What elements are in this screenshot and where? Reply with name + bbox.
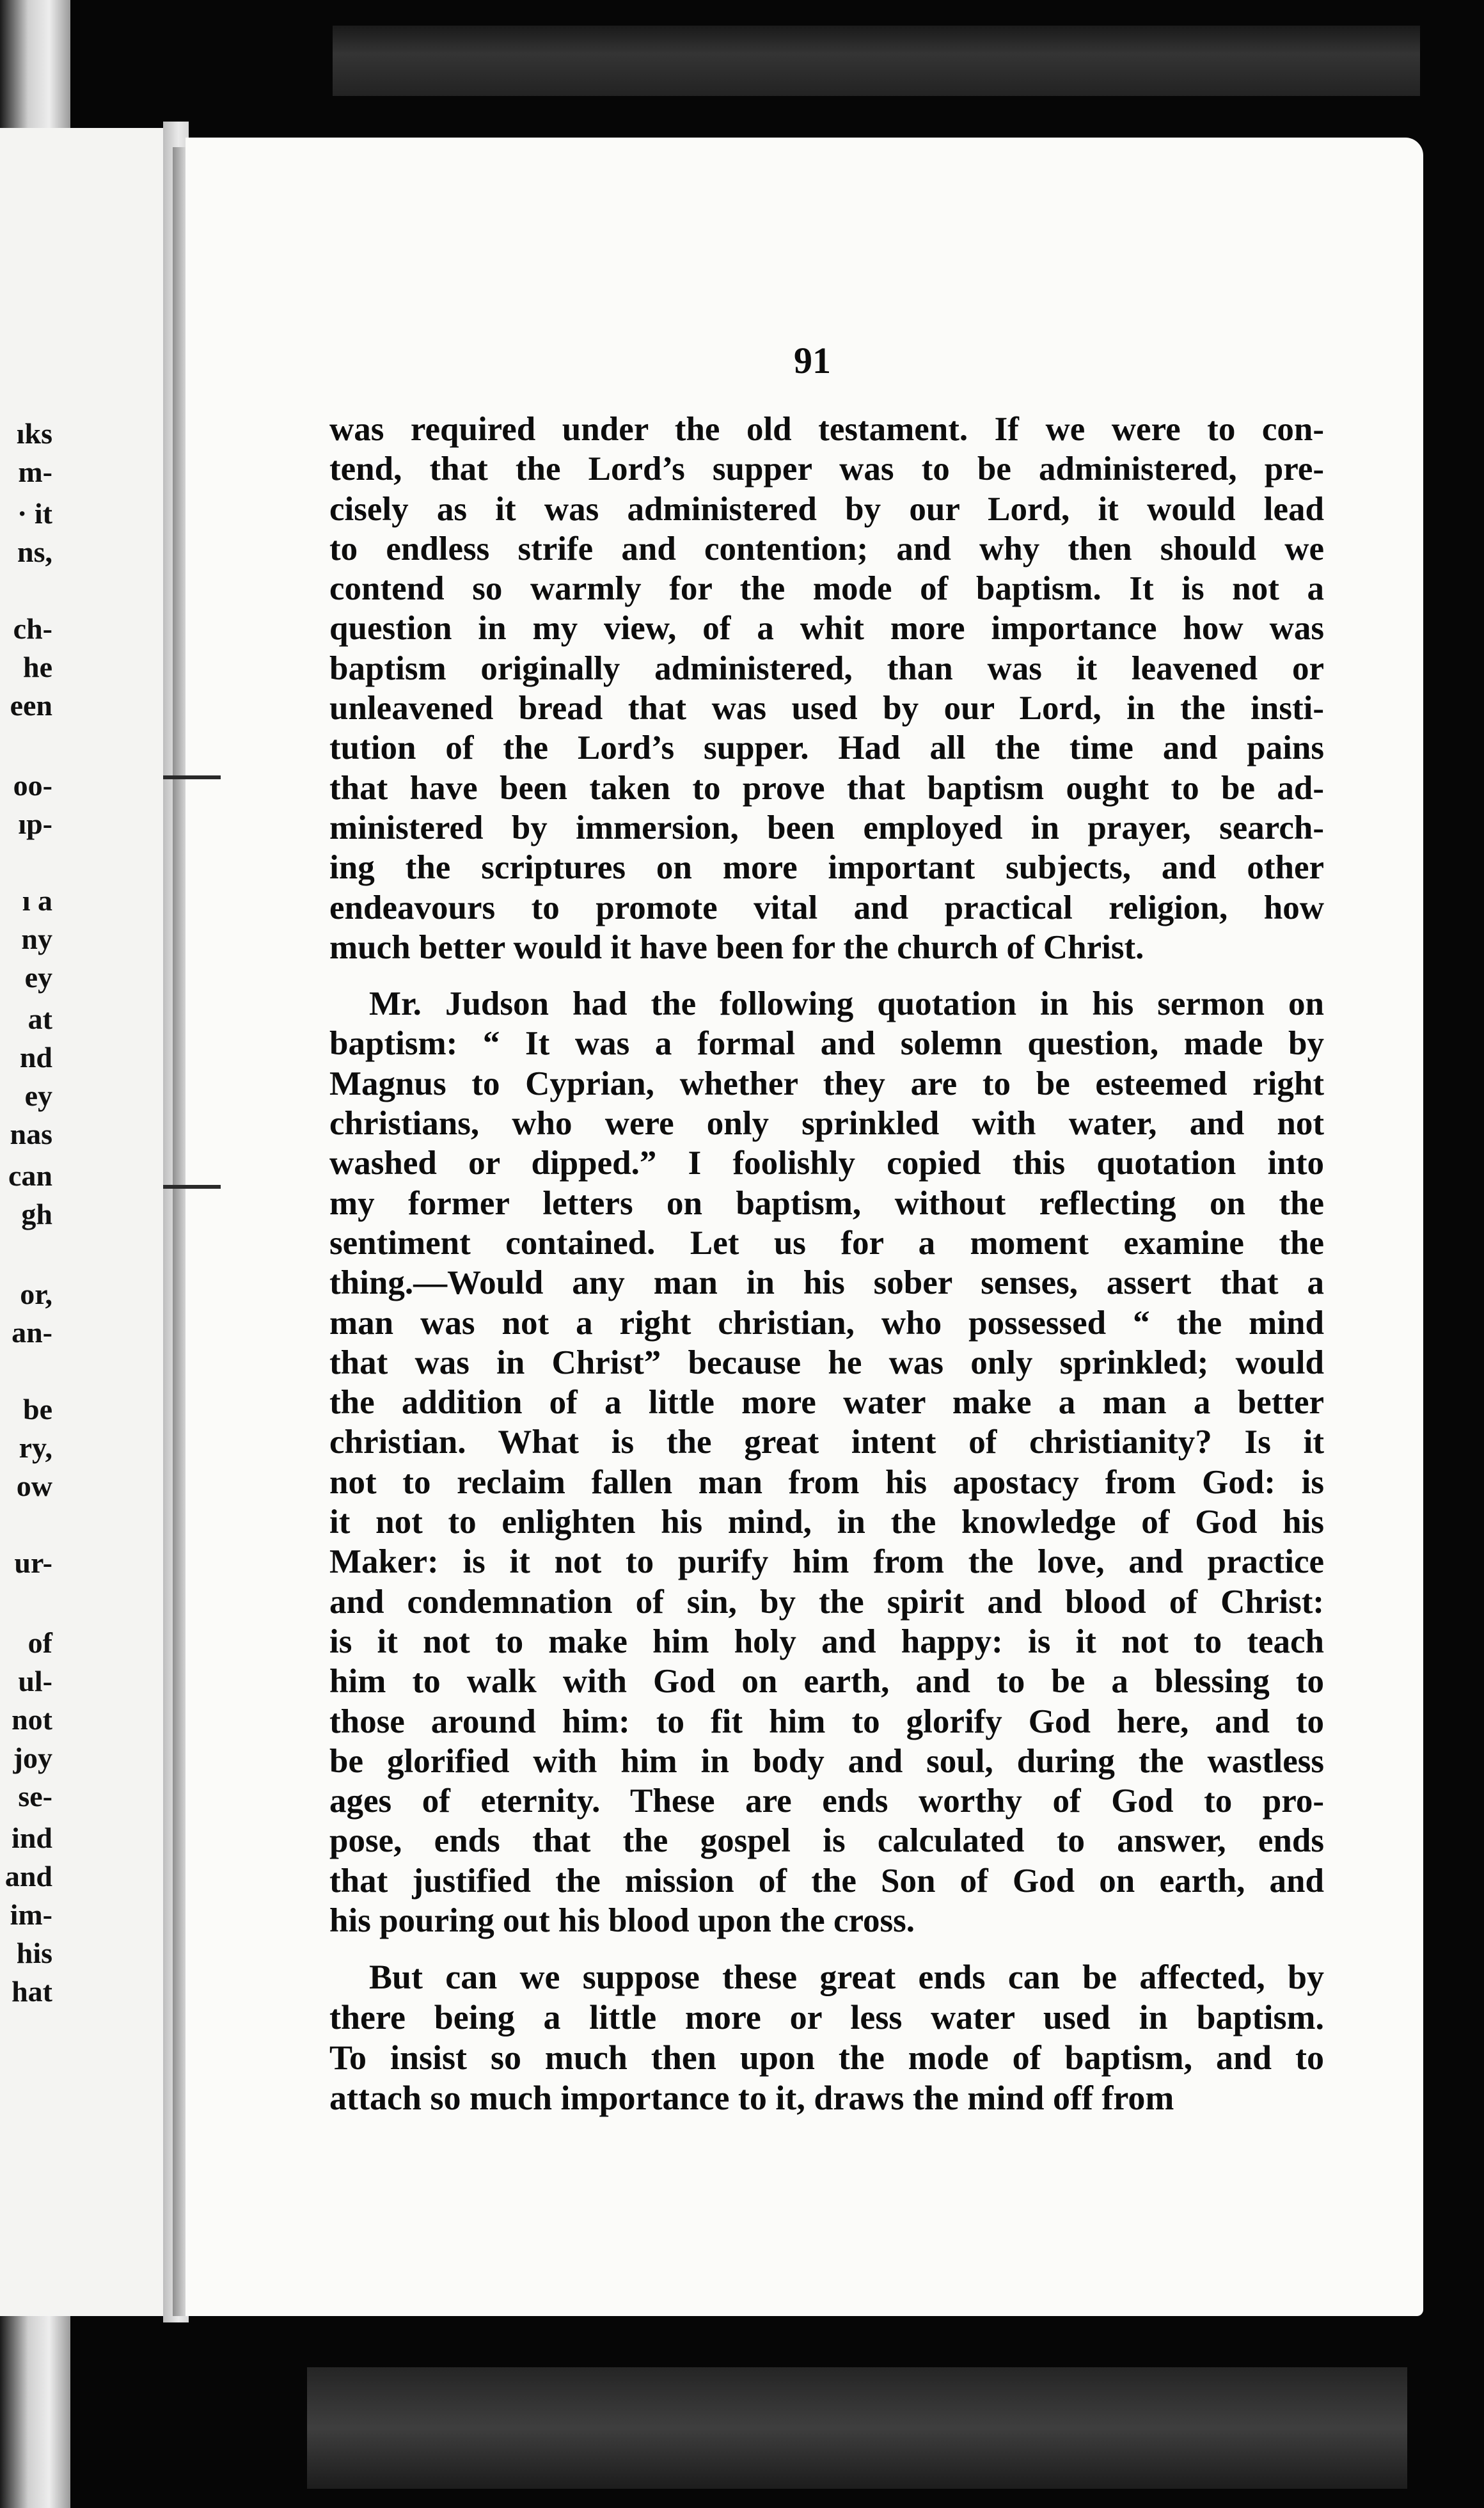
text-line: ministered by immersion, been employed in prayer, search- [329,809,1324,846]
text-line: endeavours to promote vital and practical religion, how [329,889,1324,926]
text-line: christian. What is the great intent of christianity? Is it [329,1424,1324,1461]
left-page-fragment: ıp- [18,807,52,840]
left-page-fragment: or, [20,1278,52,1310]
left-page-fragment: ind [12,1821,52,1854]
left-page-fragment: ry, [19,1431,52,1464]
text-line: ages of eternity. These are ends worthy of God to pro- [329,1782,1324,1820]
previous-page-edge [0,128,166,2316]
text-line: cisely as it was administered by our Lord, it would lead [329,490,1324,528]
text-line: there being a little more or less water used in baptism. [329,1998,1324,2037]
text-line: not to reclaim fallen man from his apostacy from God: is [329,1463,1324,1501]
text-line: him to walk with God on earth, and to be a blessing to [329,1663,1324,1701]
paragraph-3 [329,1957,1324,2118]
left-page-fragment: he [23,651,52,683]
text-line: tution of the Lord’s supper. Had all the time and pains [329,729,1324,767]
text-line: that was in Christ” because he was only sprinkled; would [329,1344,1324,1381]
left-page-fragment: ny [21,923,52,955]
text-line: attach so much importance to it, draws the mind off from [329,2079,1174,2118]
text-line: be glorified with him in body and soul, during the wastless [329,1742,1324,1780]
left-page-fragment: ey [24,961,52,994]
text-line: Magnus to Cyprian, whether they are to be esteemed right [329,1065,1324,1102]
text-line: thing.—Would any man in his sober senses, assert that a [329,1264,1324,1302]
paragraph-2 [329,984,1324,1941]
text-line: question in my view, of a whit more importance how was [329,610,1324,647]
text-line: baptism: “ It was a formal and solemn question, made by [329,1025,1324,1063]
text-line: sentiment contained. Let us for a moment examine the [329,1224,1324,1262]
left-page-fragment: ul- [18,1665,52,1697]
text-line: that have been taken to prove that baptism ought to be ad- [329,769,1324,807]
left-page-fragment: ur- [14,1546,52,1579]
text-line: Mr. Judson had the following quotation in his sermon on [369,985,1324,1023]
margin-mark [163,1185,221,1189]
text-line: Maker: is it not to purify him from the love, and practice [329,1543,1324,1581]
text-line: his pouring out his blood upon the cross. [329,1901,915,1939]
left-page-fragment: ns, [17,536,52,568]
left-page-fragment: at [28,1003,52,1035]
left-page-fragment: ch- [13,612,52,645]
left-page-fragment: nd [19,1041,52,1074]
text-line: contend so warmly for the mode of baptism. It is not a [329,570,1324,608]
left-page-fragment: not [12,1703,52,1736]
text-line: christians, who were only sprinkled with water, and not [329,1105,1324,1143]
text-line: To insist so much then upon the mode of baptism, and to [329,2038,1324,2077]
left-page-fragment: ı a [22,884,52,917]
text-line: baptism originally administered, than was it leavened or [329,649,1324,687]
page-number: 91 [794,340,831,381]
text-line: washed or dipped.” I foolishly copied this quotation into [329,1145,1324,1182]
left-page-fragment: ey [24,1079,52,1112]
text-line: is it not to make him holy and happy: is it not to teach [329,1623,1324,1660]
left-page-fragment: his [16,1937,52,1969]
text-line: those around him: to fit him to glorify God here, and to [329,1702,1324,1740]
scan-background-top [333,26,1420,96]
left-page-fragment: im- [10,1898,52,1931]
left-page-fragment: ow [16,1470,52,1502]
text-line: man was not a right christian, who possessed “ the mind [329,1304,1324,1342]
paragraph-1 [329,409,1324,967]
left-page-fragment: ıks [16,417,52,450]
text-line: was required under the old testament. If we were to con- [329,411,1324,448]
text-line: it not to enlighten his mind, in the knowledge of God his [329,1504,1324,1541]
margin-mark [163,775,221,779]
left-page-fragment: nas [10,1118,52,1150]
left-page-fragment: of [28,1626,52,1659]
text-line: much better would it have been for the church of Christ. [329,928,1144,966]
left-page-fragment: joy [13,1742,52,1774]
left-page-fragment: se- [18,1780,52,1813]
text-line: to endless strife and contention; and why then should we [329,530,1324,567]
page-body-text [329,409,1324,2135]
left-page-fragment: can [8,1159,52,1192]
left-page-fragment: and [4,1860,52,1893]
left-page-fragment: een [10,689,52,722]
scan-background-bottom [307,2367,1407,2489]
left-page-fragment: be [23,1393,52,1425]
text-line: that justified the mission of the Son of God on earth, and [329,1862,1324,1900]
text-line: pose, ends that the gospel is calculated to answer, ends [329,1822,1324,1860]
text-line: ing the scriptures on more important subjects, and other [329,849,1324,887]
left-page-fragment: oo- [13,769,52,802]
text-line: But can we suppose these great ends can be affected, by [369,1958,1324,1997]
text-line: and condemnation of sin, by the spirit and blood of Christ: [329,1583,1324,1621]
text-line: the addition of a little more water make a man a better [329,1384,1324,1422]
text-line: unleavened bread that was used by our Lord, in the insti- [329,690,1324,727]
text-line: my former letters on baptism, without reflecting on the [329,1184,1324,1222]
left-page-fragment: · it [17,497,52,530]
left-page-fragment: an- [12,1316,52,1349]
text-line: tend, that the Lord’s supper was to be administered, pre- [329,450,1324,488]
left-page-fragment: m- [18,456,52,488]
left-page-fragment: hat [12,1975,52,2008]
left-page-fragment: gh [21,1198,52,1230]
